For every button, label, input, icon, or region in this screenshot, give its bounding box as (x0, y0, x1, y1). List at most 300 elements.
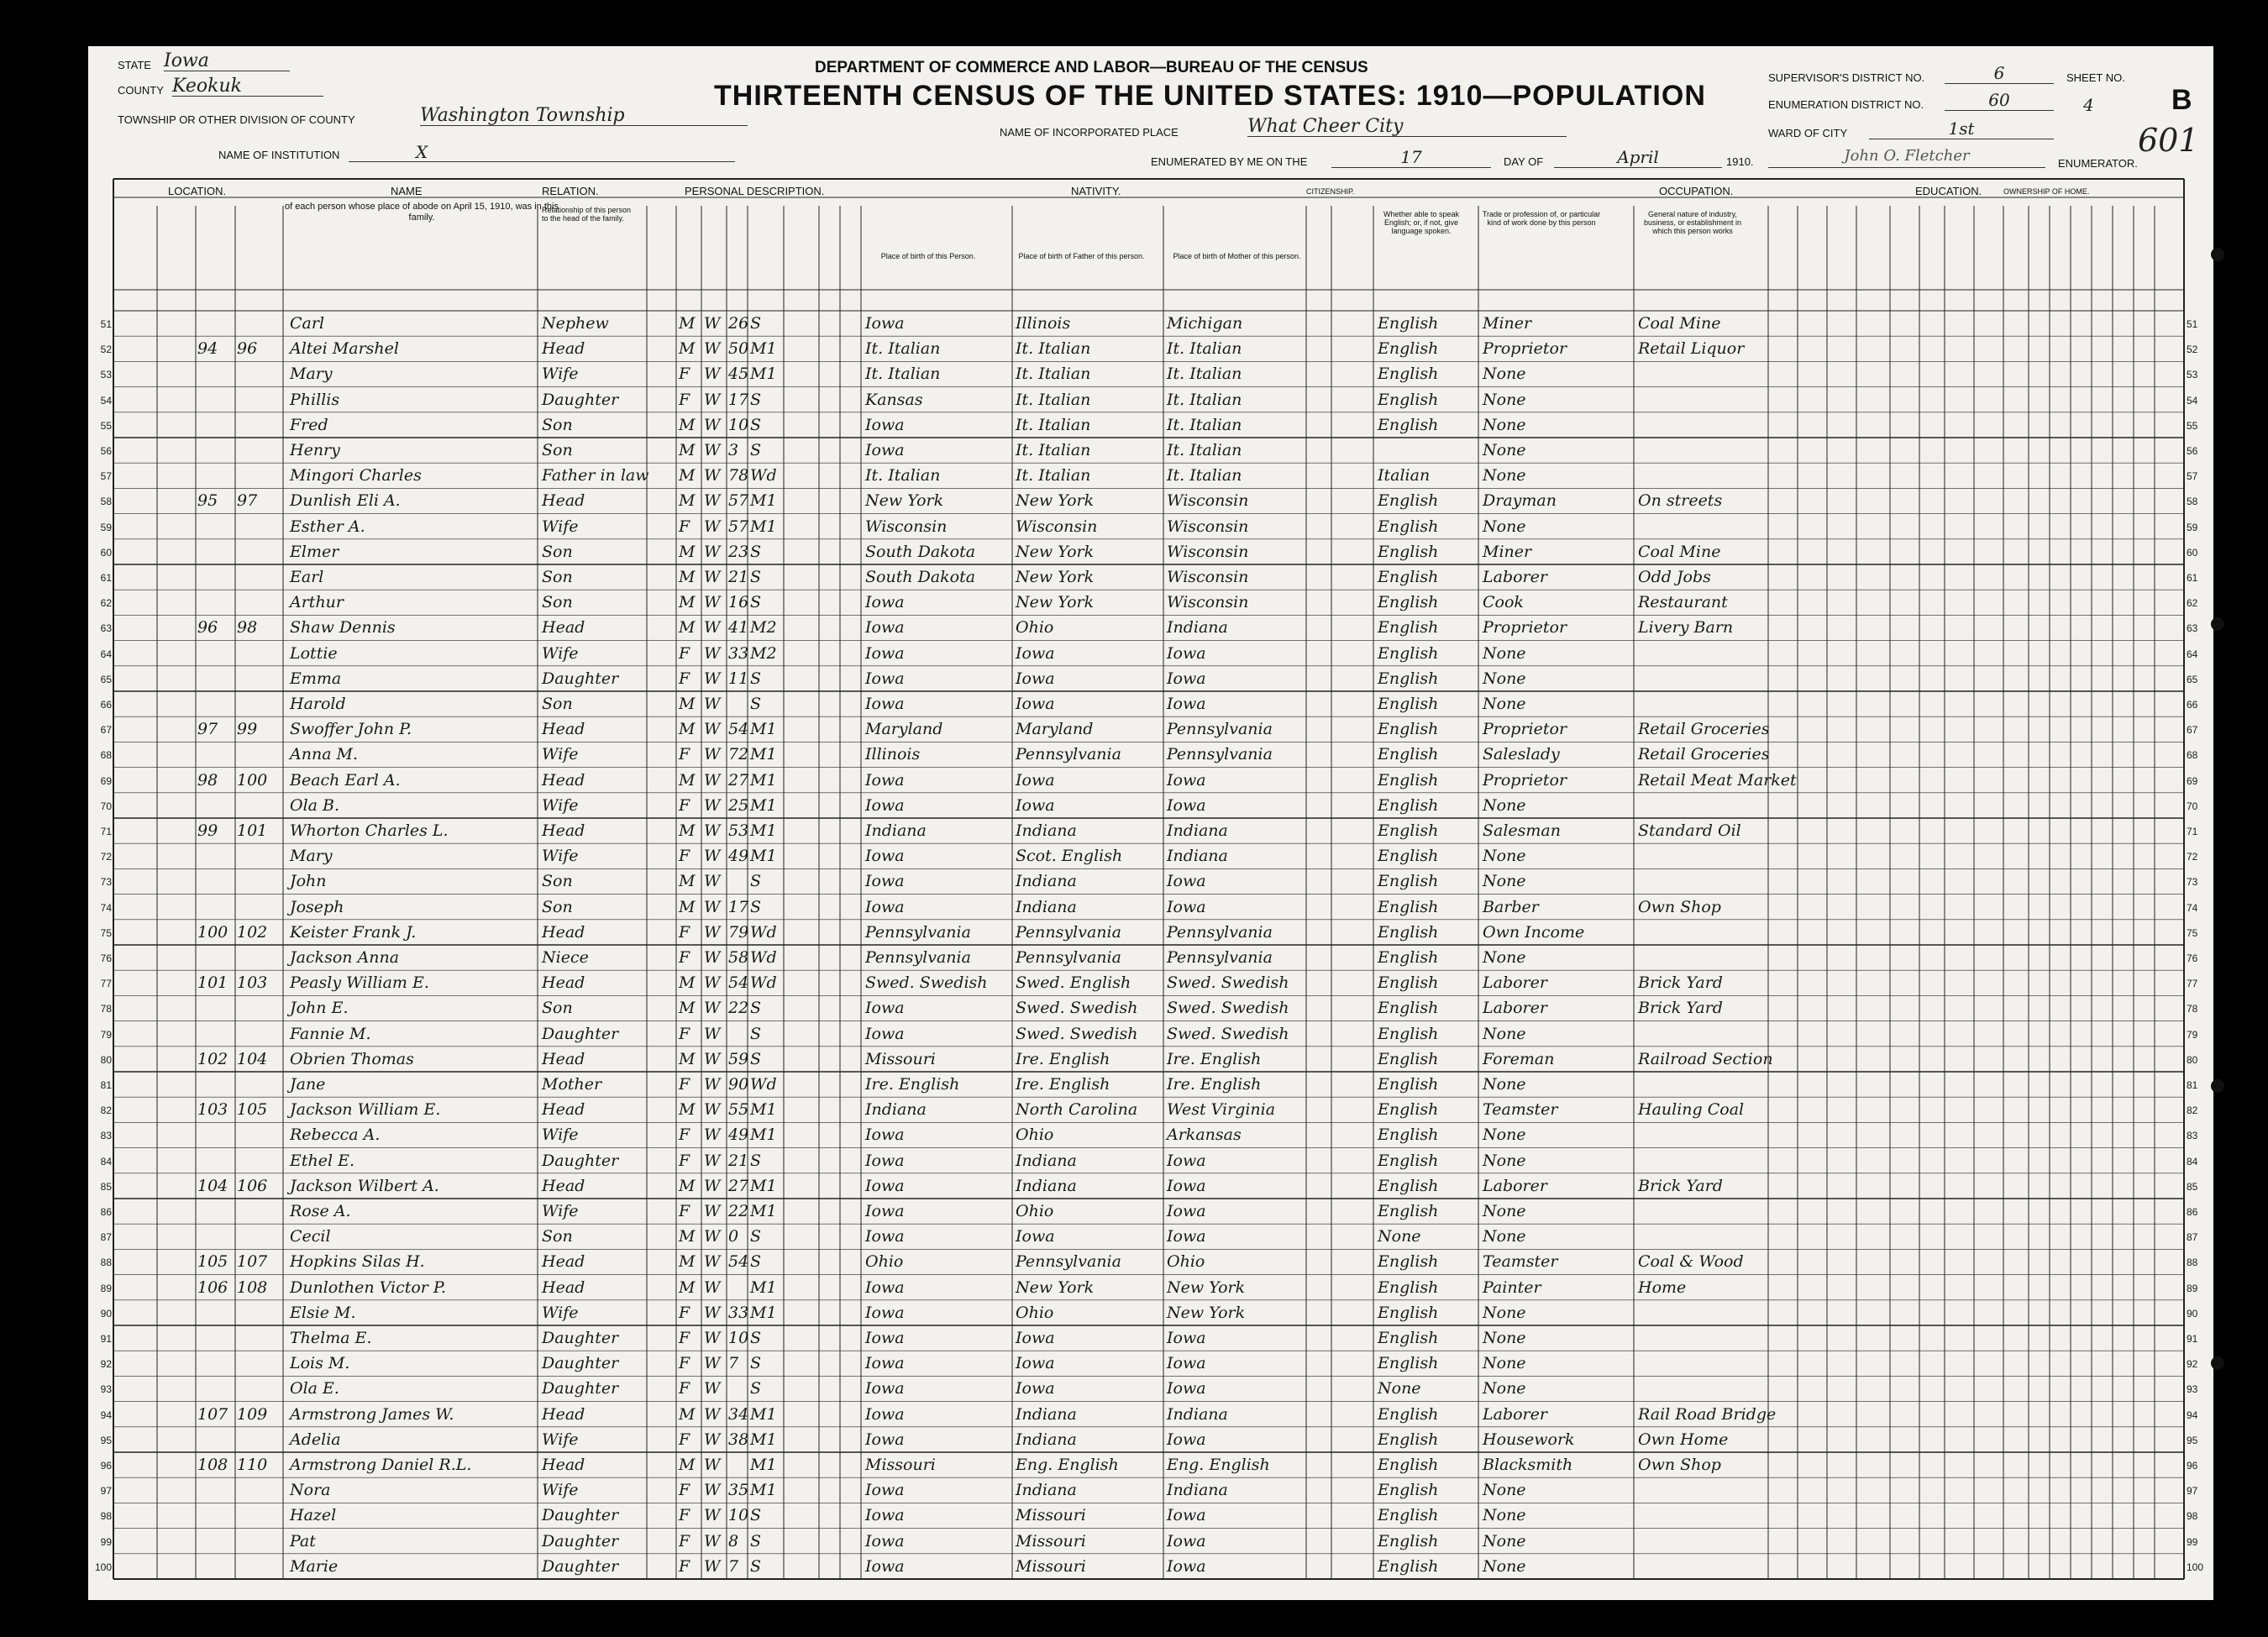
language: English (1378, 847, 1439, 866)
sex: F (679, 1556, 690, 1576)
person-name: Swoffer John P. (290, 720, 412, 739)
birthplace-mother: Swed. Swedish (1167, 1024, 1289, 1043)
age: 26 (728, 314, 749, 333)
row-number-right: 53 (2187, 369, 2198, 381)
row-number-right: 99 (2187, 1535, 2198, 1548)
trade: None (1483, 441, 1526, 459)
birthplace-father: New York (1016, 593, 1095, 612)
race: W (704, 466, 721, 485)
birthplace-person: Kansas (865, 390, 923, 409)
language: English (1378, 618, 1439, 637)
race: W (704, 897, 721, 916)
enumerator-label: ENUMERATOR. (2058, 157, 2138, 170)
row-number-right: 80 (2187, 1053, 2198, 1066)
family-number: 100 (237, 770, 268, 790)
relation: Wife (542, 745, 579, 764)
sex: F (679, 1379, 690, 1398)
age: 72 (728, 745, 749, 764)
dwelling-number: 96 (197, 618, 218, 637)
row-number: 62 (100, 597, 112, 610)
language: English (1378, 1075, 1439, 1094)
person-name: Fred (290, 415, 328, 434)
trade: None (1483, 517, 1526, 536)
trade: Laborer (1483, 1404, 1547, 1424)
birthplace-father: Ohio (1016, 1303, 1054, 1322)
language: English (1378, 517, 1439, 536)
age: 22 (728, 1202, 749, 1220)
birthplace-person: Iowa (865, 669, 905, 688)
birthplace-father: New York (1016, 1278, 1095, 1297)
language: English (1378, 1404, 1439, 1424)
race: W (704, 1430, 721, 1449)
relation: Wife (542, 1202, 579, 1220)
sheet-side: B (2171, 84, 2192, 116)
birthplace-mother: Iowa (1167, 1176, 1206, 1195)
age: 17 (728, 390, 749, 409)
sex: M (679, 491, 696, 511)
age: 11 (728, 669, 749, 688)
relation: Wife (542, 365, 579, 384)
age: 17 (728, 897, 749, 916)
sex: F (679, 847, 690, 866)
relation: Head (542, 821, 585, 840)
county-value: Keokuk (172, 76, 323, 97)
birthplace-father: Iowa (1016, 643, 1055, 663)
relation: Head (542, 339, 585, 359)
row-number-right: 96 (2187, 1460, 2198, 1472)
person-name: Ola B. (290, 795, 340, 815)
sex: F (679, 1151, 690, 1170)
birthplace-father: Indiana (1016, 1481, 1077, 1500)
row-number-right: 51 (2187, 318, 2198, 330)
birthplace-mother: Pennsylvania (1167, 745, 1273, 764)
birthplace-person: Iowa (865, 695, 905, 713)
day-of-label: DAY OF (1504, 155, 1544, 168)
row-number: 60 (100, 546, 112, 559)
trade: None (1483, 795, 1526, 815)
language: English (1378, 922, 1439, 942)
row-number: 63 (100, 622, 112, 635)
state-label: STATE (118, 59, 151, 71)
relation: Head (542, 1278, 585, 1297)
age: 33 (728, 643, 749, 663)
row-number-right: 61 (2187, 572, 2198, 584)
age: 54 (728, 973, 749, 993)
age: 57 (728, 517, 749, 536)
relation: Wife (542, 1303, 579, 1322)
birthplace-person: Pennsylvania (865, 948, 971, 967)
relation: Wife (542, 847, 579, 866)
supervisor-label: SUPERVISOR'S DISTRICT NO. (1768, 71, 1925, 84)
person-name: Nora (290, 1481, 331, 1500)
age: 49 (728, 1125, 749, 1145)
birthplace-person: Maryland (865, 720, 943, 739)
row-number: 53 (100, 369, 112, 381)
row-number-right: 82 (2187, 1104, 2198, 1117)
race: W (704, 415, 721, 434)
marital-status: S (750, 415, 762, 434)
birthplace-father: Iowa (1016, 1379, 1055, 1398)
person-name: Carl (290, 314, 325, 333)
race: W (704, 517, 721, 536)
row-number: 100 (94, 1561, 112, 1573)
industry: Odd Jobs (1638, 568, 1711, 586)
person-name: Armstrong James W. (290, 1404, 454, 1424)
row-number: 57 (100, 470, 112, 483)
trade: None (1483, 466, 1526, 485)
marital-status: S (750, 1151, 762, 1170)
race: W (704, 1404, 721, 1424)
person-name: Earl (290, 568, 324, 586)
ward-value: 1st (1869, 118, 2054, 139)
birthplace-father: New York (1016, 568, 1095, 586)
marital-status: S (750, 1227, 762, 1246)
industry: Restaurant (1638, 593, 1728, 612)
enumerated-day: 17 (1331, 147, 1491, 168)
relation: Head (542, 1252, 585, 1272)
row-number-right: 94 (2187, 1409, 2198, 1421)
race: W (704, 365, 721, 384)
sex: M (679, 1227, 696, 1246)
row-number-right: 100 (2187, 1561, 2204, 1573)
race: W (704, 847, 721, 866)
row-number: 86 (100, 1206, 112, 1218)
row-number-right: 79 (2187, 1028, 2198, 1041)
marital-status: M1 (750, 1303, 777, 1322)
birthplace-mother: Iowa (1167, 770, 1206, 790)
sex: F (679, 1024, 690, 1043)
language: English (1378, 314, 1439, 333)
person-name: Peasly William E. (290, 973, 429, 993)
industry: Railroad Section (1638, 1049, 1773, 1068)
industry: Brick Yard (1638, 973, 1723, 993)
row-number: 82 (100, 1104, 112, 1117)
sex: M (679, 314, 696, 333)
person-name: Dunlothen Victor P. (290, 1278, 446, 1297)
race: W (704, 669, 721, 688)
race: W (704, 795, 721, 815)
birthplace-person: Iowa (865, 1404, 905, 1424)
birthplace-person: Missouri (865, 1456, 936, 1474)
row-number: 61 (100, 572, 112, 584)
sex: M (679, 1176, 696, 1195)
industry: Retail Groceries (1638, 745, 1770, 764)
birthplace-person: Iowa (865, 643, 905, 663)
birthplace-mother: Wisconsin (1167, 517, 1249, 536)
person-name: Esther A. (290, 517, 365, 536)
industry: Own Shop (1638, 1456, 1721, 1474)
incorporated-label: NAME OF INCORPORATED PLACE (1000, 126, 1179, 139)
birthplace-mother: Iowa (1167, 1379, 1206, 1398)
relation: Head (542, 770, 585, 790)
row-number-right: 95 (2187, 1434, 2198, 1446)
row-number-right: 78 (2187, 1003, 2198, 1015)
sex: M (679, 821, 696, 840)
relation: Head (542, 1049, 585, 1068)
dwelling-number: 107 (197, 1404, 228, 1424)
trade: None (1483, 1531, 1526, 1550)
row-number-right: 55 (2187, 419, 2198, 432)
birthplace-father: Pennsylvania (1016, 948, 1121, 967)
person-name: Lottie (290, 643, 338, 663)
col-name: NAME (391, 185, 423, 197)
industry: Retail Liquor (1638, 339, 1745, 359)
row-number-right: 63 (2187, 622, 2198, 635)
relation: Daughter (542, 1379, 619, 1398)
birthplace-mother: Wisconsin (1167, 593, 1249, 612)
sex: F (679, 1075, 690, 1094)
language: English (1378, 1151, 1439, 1170)
language: English (1378, 491, 1439, 511)
birthplace-person: Iowa (865, 1278, 905, 1297)
industry: Brick Yard (1638, 999, 1723, 1018)
trade: None (1483, 695, 1526, 713)
marital-status: Wd (750, 948, 777, 967)
birthplace-person: Iowa (865, 314, 905, 333)
row-number: 52 (100, 344, 112, 356)
sex: M (679, 999, 696, 1018)
person-name: Dunlish Eli A. (290, 491, 401, 511)
row-number: 97 (100, 1485, 112, 1498)
birthplace-father: New York (1016, 491, 1095, 511)
age: 27 (728, 1176, 749, 1195)
row-number-right: 67 (2187, 724, 2198, 737)
sex: M (679, 542, 696, 561)
language: English (1378, 1100, 1439, 1120)
language: English (1378, 1506, 1439, 1525)
sex: F (679, 1202, 690, 1220)
birthplace-father: Indiana (1016, 1430, 1077, 1449)
department-heading: DEPARTMENT OF COMMERCE AND LABOR—BUREAU OF THE CENSUS (815, 59, 1368, 76)
birthplace-person: Iowa (865, 1481, 905, 1500)
birthplace-father: North Carolina (1016, 1100, 1138, 1120)
language: English (1378, 872, 1439, 891)
industry: Standard Oil (1638, 821, 1741, 840)
industry: Retail Meat Market (1638, 770, 1797, 790)
person-name: John (290, 872, 327, 891)
row-number: 90 (100, 1307, 112, 1320)
birthplace-mother: Ohio (1167, 1252, 1205, 1272)
trade: Teamster (1483, 1100, 1558, 1120)
relation: Son (542, 897, 573, 916)
birthplace-father: Ohio (1016, 1202, 1054, 1220)
language: English (1378, 1481, 1439, 1500)
col-relation-note: Relationship of this person to the head of the family. (542, 206, 632, 223)
birthplace-mother: Iowa (1167, 1430, 1206, 1449)
marital-status: M1 (750, 1100, 777, 1120)
language: English (1378, 795, 1439, 815)
race: W (704, 542, 721, 561)
relation: Wife (542, 1481, 579, 1500)
person-name: Jackson Wilbert A. (290, 1176, 439, 1195)
birthplace-father: Indiana (1016, 872, 1077, 891)
dwelling-number: 104 (197, 1176, 228, 1195)
birthplace-mother: Iowa (1167, 669, 1206, 688)
language: English (1378, 568, 1439, 586)
birthplace-mother: It. Italian (1167, 441, 1242, 459)
row-number: 65 (100, 673, 112, 685)
race: W (704, 441, 721, 459)
institution-value: X (349, 142, 735, 162)
birthplace-father: Iowa (1016, 770, 1055, 790)
trade: Laborer (1483, 568, 1547, 586)
enumerated-label: ENUMERATED BY ME ON THE (1151, 155, 1308, 168)
census-title: THIRTEENTH CENSUS OF THE UNITED STATES: 1910—POPULATION (714, 80, 1706, 112)
language: English (1378, 745, 1439, 764)
marital-status: M1 (750, 491, 777, 511)
age: 54 (728, 720, 749, 739)
row-number-right: 62 (2187, 597, 2198, 610)
marital-status: Wd (750, 466, 777, 485)
trade: Miner (1483, 542, 1532, 561)
row-number: 88 (100, 1257, 112, 1269)
marital-status: M1 (750, 821, 777, 840)
trade: None (1483, 415, 1526, 434)
marital-status: S (750, 669, 762, 688)
marital-status: S (750, 441, 762, 459)
person-name: Mary (290, 847, 333, 866)
birthplace-person: Iowa (865, 1430, 905, 1449)
birthplace-mother: Indiana (1167, 618, 1228, 637)
row-number-right: 56 (2187, 445, 2198, 457)
age: 16 (728, 593, 749, 612)
language: English (1378, 1303, 1439, 1322)
birthplace-mother: Iowa (1167, 1354, 1206, 1373)
birthplace-person: Iowa (865, 1379, 905, 1398)
marital-status: M1 (750, 795, 777, 815)
birthplace-person: Iowa (865, 1506, 905, 1525)
birthplace-mother: Iowa (1167, 1202, 1206, 1220)
trade: None (1483, 1151, 1526, 1170)
language: English (1378, 1556, 1439, 1576)
relation: Head (542, 1176, 585, 1195)
age: 78 (728, 466, 749, 485)
birthplace-mother: West Virginia (1167, 1100, 1276, 1120)
marital-status: Wd (750, 973, 777, 993)
dwelling-number: 108 (197, 1456, 228, 1474)
marital-status: S (750, 568, 762, 586)
trade: None (1483, 365, 1526, 384)
industry: Own Shop (1638, 897, 1721, 916)
birthplace-person: Iowa (865, 1151, 905, 1170)
relation: Daughter (542, 669, 619, 688)
row-number: 80 (100, 1053, 112, 1066)
sex: M (679, 466, 696, 485)
col-personal: PERSONAL DESCRIPTION. (685, 185, 825, 197)
birthplace-mother: Swed. Swedish (1167, 999, 1289, 1018)
race: W (704, 948, 721, 967)
person-name: Jane (290, 1075, 326, 1094)
row-number: 59 (100, 521, 112, 533)
birthplace-person: Illinois (865, 745, 921, 764)
month-value: April (1554, 147, 1722, 168)
sex: M (679, 1278, 696, 1297)
language: English (1378, 415, 1439, 434)
row-number-right: 97 (2187, 1485, 2198, 1498)
row-number-right: 72 (2187, 851, 2198, 863)
relation: Daughter (542, 1556, 619, 1576)
person-name: Harold (290, 695, 346, 713)
row-number-right: 71 (2187, 826, 2198, 837)
birthplace-person: Wisconsin (865, 517, 948, 536)
trade: None (1483, 643, 1526, 663)
race: W (704, 1303, 721, 1322)
enumeration-label: ENUMERATION DISTRICT NO. (1768, 98, 1924, 111)
person-name: Arthur (290, 593, 344, 612)
birthplace-father: Illinois (1016, 314, 1071, 333)
row-number: 74 (100, 901, 112, 914)
birthplace-person: Missouri (865, 1049, 936, 1068)
dwelling-number: 94 (197, 339, 218, 359)
person-name: Armstrong Daniel R.L. (290, 1456, 472, 1474)
birthplace-father: New York (1016, 542, 1095, 561)
person-name: Fannie M. (290, 1024, 371, 1043)
language: English (1378, 1176, 1439, 1195)
marital-status: S (750, 1531, 762, 1550)
birthplace-father: Indiana (1016, 821, 1077, 840)
relation: Nephew (542, 314, 609, 333)
language: English (1378, 973, 1439, 993)
language: English (1378, 1531, 1439, 1550)
birthplace-person: Iowa (865, 1354, 905, 1373)
person-name: Keister Frank J. (290, 922, 417, 942)
birthplace-mother: Iowa (1167, 1227, 1206, 1246)
sex: M (679, 568, 696, 586)
birthplace-mother: It. Italian (1167, 415, 1242, 434)
person-name: Ethel E. (290, 1151, 355, 1170)
race: W (704, 973, 721, 993)
sex: F (679, 390, 690, 409)
marital-status: M1 (750, 847, 777, 866)
row-number-right: 76 (2187, 952, 2198, 964)
birthplace-person: South Dakota (865, 542, 976, 561)
row-number-right: 92 (2187, 1358, 2198, 1371)
family-number: 102 (237, 922, 268, 942)
birthplace-person: Iowa (865, 593, 905, 612)
row-number-right: 91 (2187, 1333, 2198, 1345)
trade: None (1483, 872, 1526, 891)
sex: M (679, 720, 696, 739)
birthplace-father: Iowa (1016, 669, 1055, 688)
sex: M (679, 1252, 696, 1272)
race: W (704, 1252, 721, 1272)
age: 8 (728, 1531, 739, 1550)
trade: None (1483, 1506, 1526, 1525)
age: 34 (728, 1404, 749, 1424)
birthplace-father: Indiana (1016, 1404, 1077, 1424)
age: 22 (728, 999, 749, 1018)
birthplace-person: South Dakota (865, 568, 976, 586)
age: 10 (728, 1329, 749, 1347)
person-name: Elsie M. (290, 1303, 356, 1322)
race: W (704, 491, 721, 511)
marital-status: S (750, 1354, 762, 1373)
dwelling-number: 105 (197, 1252, 228, 1272)
race: W (704, 593, 721, 612)
person-name: Anna M. (290, 745, 359, 764)
race: W (704, 1379, 721, 1398)
language: English (1378, 821, 1439, 840)
race: W (704, 1176, 721, 1195)
row-number-right: 83 (2187, 1130, 2198, 1142)
relation: Son (542, 1227, 573, 1246)
dwelling-number: 95 (197, 491, 218, 511)
trade: Laborer (1483, 1176, 1547, 1195)
birthplace-person: Ire. English (865, 1075, 960, 1094)
person-name: Thelma E. (290, 1329, 372, 1347)
birthplace-mother: Iowa (1167, 1151, 1206, 1170)
row-number: 54 (100, 394, 112, 407)
